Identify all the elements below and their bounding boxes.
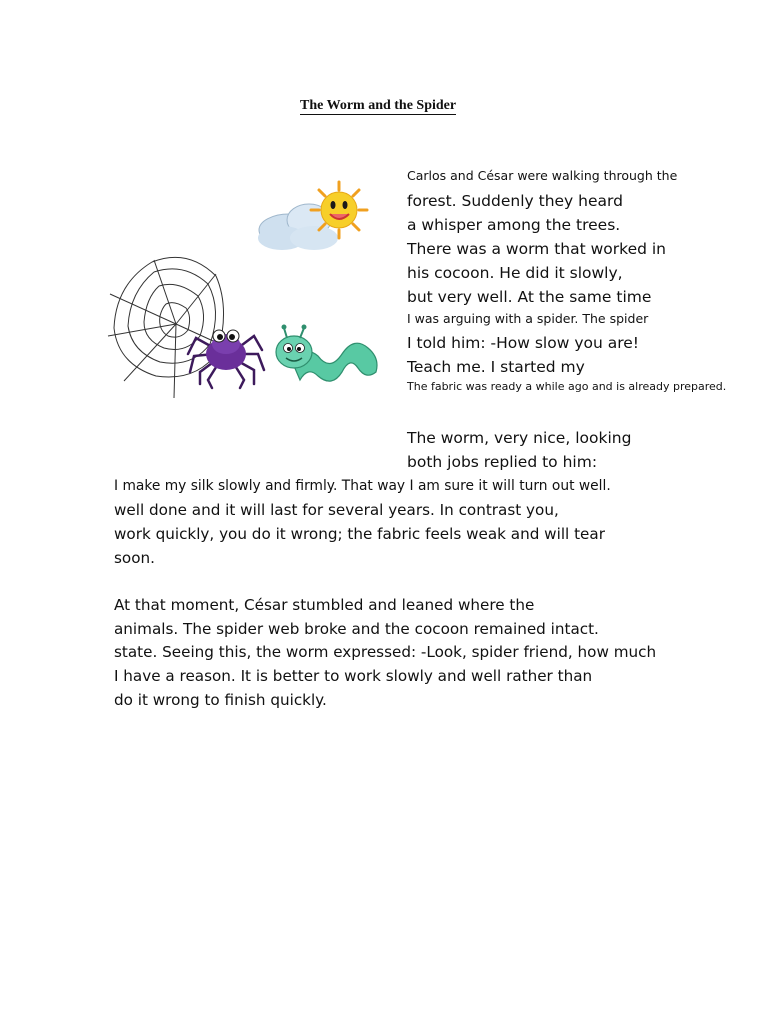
text-line: animals. The spider web broke and the cocoon remained intact. xyxy=(114,620,599,638)
text-line: state. Seeing this, the worm expressed: -Look, spider friend, how much xyxy=(114,643,657,661)
text-line: do it wrong to finish quickly. xyxy=(114,691,327,709)
document-title: The Worm and the Spider xyxy=(300,98,457,113)
text-line: but very well. At the same time xyxy=(407,288,652,306)
text-line: well done and it will last for several years. In contrast you, xyxy=(114,501,559,519)
text-line: both jobs replied to him: xyxy=(407,453,598,471)
text-line: soon. xyxy=(114,549,155,567)
text-line: The fabric was ready a while ago and is already prepared. xyxy=(407,380,727,393)
sun-icon xyxy=(311,182,367,238)
text-line: I make my silk slowly and firmly. That way I am sure it will turn out well. xyxy=(114,478,611,494)
text-line: Teach me. I started my xyxy=(407,358,585,376)
text-line: a whisper among the trees. xyxy=(407,216,621,234)
text-line: The worm, very nice, looking xyxy=(407,429,632,447)
text-line: There was a worm that worked in xyxy=(407,240,667,258)
text-line: At that moment, César stumbled and leaned where the xyxy=(114,596,535,614)
text-line: I was arguing with a spider. The spider xyxy=(407,311,649,326)
text-line: I told him: -How slow you are! xyxy=(407,334,640,352)
text-line: Carlos and César were walking through the xyxy=(407,168,678,183)
story-illustration xyxy=(104,176,400,404)
worm-icon xyxy=(276,325,377,382)
text-line: his cocoon. He did it slowly, xyxy=(407,264,623,282)
spider-web-icon xyxy=(108,257,224,398)
text-line: forest. Suddenly they heard xyxy=(407,192,623,210)
spider-icon xyxy=(188,330,264,388)
text-line: I have a reason. It is better to work slowly and well rather than xyxy=(114,667,593,685)
text-line: work quickly, you do it wrong; the fabric feels weak and will tear xyxy=(114,525,605,543)
